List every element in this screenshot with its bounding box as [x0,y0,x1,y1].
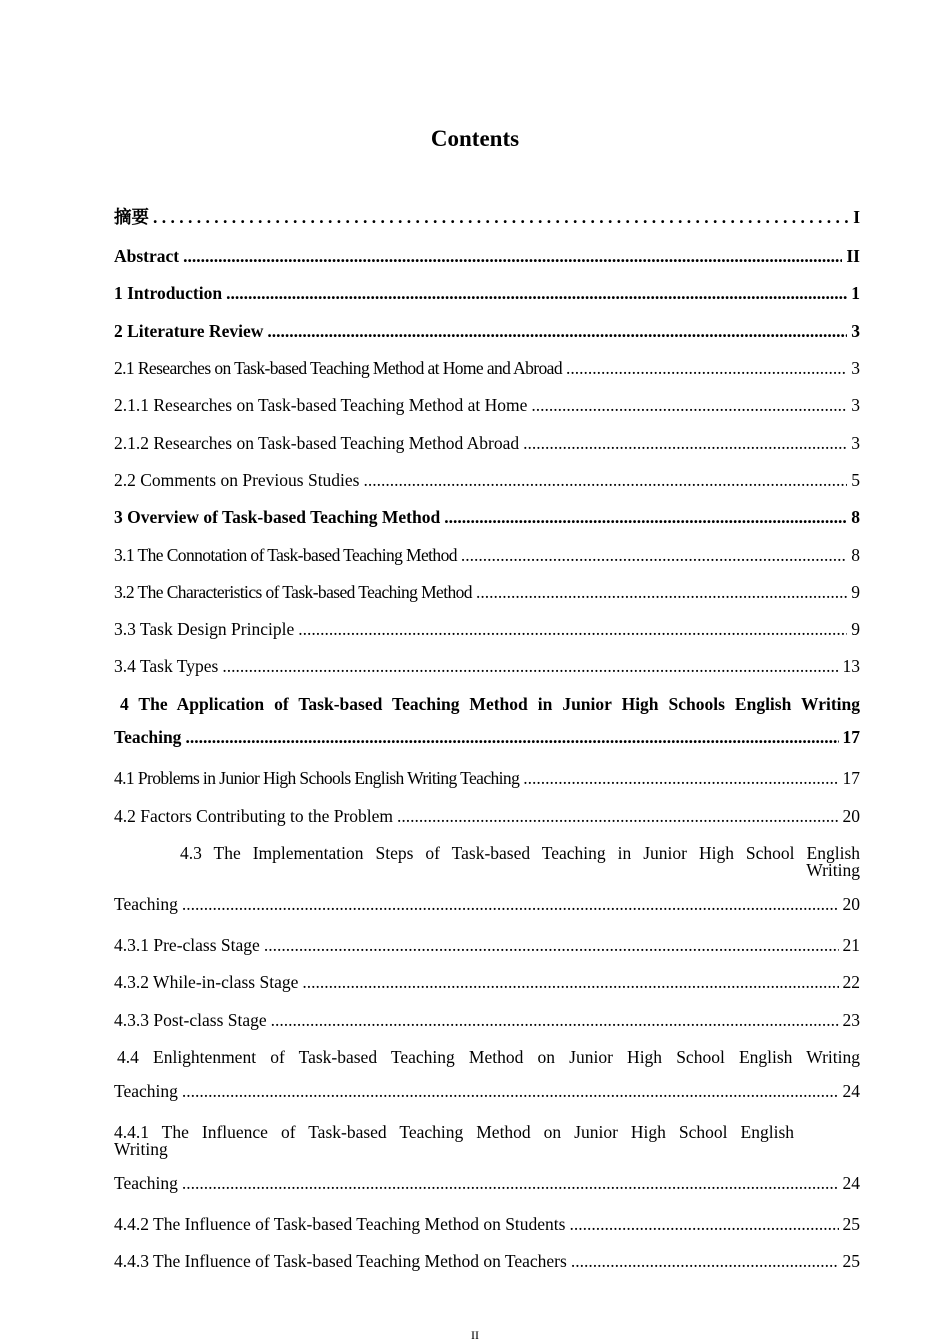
toc-entry-label: Teaching [114,727,182,747]
toc-page-number: II [846,246,860,266]
toc-page-number: 3 [851,358,860,378]
toc-entry-chapter-2[interactable] [114,321,860,341]
dot-leader [183,246,842,266]
toc-entry-label: 2.1.1 Researches on Task-based Teaching Method at Home [114,395,528,415]
toc-page-number: 20 [842,806,860,826]
toc-entry-label: 1 Introduction [114,283,223,303]
toc-entry-2-1[interactable] [114,358,860,378]
toc-page-number: I [853,207,860,227]
toc-entry-4-4[interactable] [114,1081,860,1101]
toc-entry-4-4-1-line1[interactable]: 4.4.1 The Influence of Task-based Teaching Method on Junior High School English [114,1122,794,1142]
dot-leader [476,582,847,602]
toc-page-number: 8 [851,545,860,565]
toc-entry-2-1-2[interactable] [114,433,860,453]
toc-entry-4-3-line1b: Writing [806,860,860,880]
dot-leader [226,283,847,303]
toc-entry-4-3-2[interactable] [114,972,860,992]
toc-entry-label: 3.3 Task Design Principle [114,619,295,639]
dot-leader [182,1081,839,1101]
toc-entry-label: 3.2 The Characteristics of Task-based Teaching Method [114,582,472,602]
toc-entry-4-4-3[interactable] [114,1251,860,1271]
toc-page-number: 9 [851,619,860,639]
dot-leader [271,1010,839,1030]
toc-entry-chapter-3[interactable] [114,507,860,527]
toc-entry-abstract[interactable] [114,246,860,266]
toc-entry-4-3[interactable] [114,894,860,914]
toc-entry-label: 4.3.1 Pre-class Stage [114,935,260,955]
dot-leader [397,806,838,826]
toc-page-number: 13 [842,656,860,676]
toc-entry-4-3-3[interactable] [114,1010,860,1030]
toc-entry-label: 2.2 Comments on Previous Studies [114,470,360,490]
toc-entry-abstract-cn[interactable] [114,207,860,227]
dot-leader [185,727,838,747]
dot-leader [531,395,847,415]
page-title: Contents [430,126,520,151]
dot-leader [267,321,847,341]
toc-entry-chapter-4-line1[interactable]: 4 The Application of Task-based Teaching Method in Junior High Schools English Writing [120,694,860,714]
toc-page-number: 17 [842,768,860,788]
dot-leader [298,619,847,639]
toc-entry-4-4-1-line1b: Writing [114,1139,168,1159]
toc-page-number: 25 [842,1214,860,1234]
toc-entry-label: Teaching [114,894,178,914]
toc-entry-label: 4.4.3 The Influence of Task-based Teaching Method on Teachers [114,1251,567,1271]
toc-entry-2-2[interactable] [114,470,860,490]
toc-entry-label: 摘要 [114,207,149,227]
dot-leader [302,972,838,992]
toc-entry-4-4-2[interactable] [114,1214,860,1234]
dot-leader [182,894,839,914]
dot-leader [523,433,847,453]
toc-page-number: 23 [842,1010,860,1030]
toc-entry-label: 4.2 Factors Contributing to the Problem [114,806,394,826]
toc-entry-label: 4.3.2 While-in-class Stage [114,972,299,992]
dot-leader [444,507,847,527]
toc-entry-label: 2 Literature Review [114,321,264,341]
toc-page-number: 20 [842,894,860,914]
dot-leader [153,207,849,227]
toc-entry-3-3[interactable] [114,619,860,639]
dot-leader [571,1251,839,1271]
toc-page-number: 5 [851,470,860,490]
dot-leader [566,358,847,378]
toc-page-number: 21 [842,935,860,955]
toc-page-number: 3 [851,321,860,341]
dot-leader [264,935,839,955]
toc-entry-label: 3.1 The Connotation of Task-based Teaching Method [114,545,457,565]
toc-entry-3-4[interactable] [114,656,860,676]
dot-leader [523,768,838,788]
toc-page-number: 3 [851,433,860,453]
toc-page-number: 17 [842,727,860,747]
toc-entry-chapter-1[interactable] [114,283,860,303]
dot-leader [222,656,838,676]
toc-entry-label: 3 Overview of Task-based Teaching Method [114,507,441,527]
toc-page-number: 22 [842,972,860,992]
toc-entry-4-1[interactable] [114,768,860,788]
toc-entry-label: 3.4 Task Types [114,656,219,676]
toc-page-number: 9 [851,582,860,602]
toc-page-number: 24 [842,1081,860,1101]
toc-entry-4-3-1[interactable] [114,935,860,955]
toc-entry-label: Teaching [114,1173,178,1193]
toc-entry-4-3-line1[interactable]: 4.3 The Implementation Steps of Task-based Teaching in Junior High School English [180,843,860,863]
toc-entry-label: 2.1 Researches on Task-based Teaching Method at Home and Abroad [114,358,562,378]
dot-leader [364,470,848,490]
toc-page-number: 25 [842,1251,860,1271]
toc-page-number: 3 [851,395,860,415]
toc-entry-label: 4.3.3 Post-class Stage [114,1010,267,1030]
toc-entry-4-4-1[interactable] [114,1173,860,1193]
dot-leader [569,1214,838,1234]
toc-entry-3-1[interactable] [114,545,860,565]
toc-page-number: 24 [842,1173,860,1193]
toc-entry-label: 4.1 Problems in Junior High Schools English Writing Teaching [114,768,520,788]
toc-entry-chapter-4[interactable] [114,727,860,747]
toc-entry-label: Teaching [114,1081,178,1101]
page-number-footer: II [471,1328,479,1342]
toc-entry-4-4-line1[interactable]: 4.4 Enlightenment of Task-based Teaching Method on Junior High School English Writing [117,1047,860,1067]
dot-leader [461,545,847,565]
toc-entry-4-2[interactable] [114,806,860,826]
toc-entry-label: 2.1.2 Researches on Task-based Teaching Method Abroad [114,433,520,453]
toc-page-number: 1 [851,283,860,303]
toc-entry-3-2[interactable] [114,582,860,602]
toc-page-number: 8 [851,507,860,527]
toc-entry-2-1-1[interactable] [114,395,860,415]
toc-entry-label: Abstract [114,246,180,266]
toc-entry-label: 4.4.2 The Influence of Task-based Teaching Method on Students [114,1214,566,1234]
dot-leader [182,1173,839,1193]
